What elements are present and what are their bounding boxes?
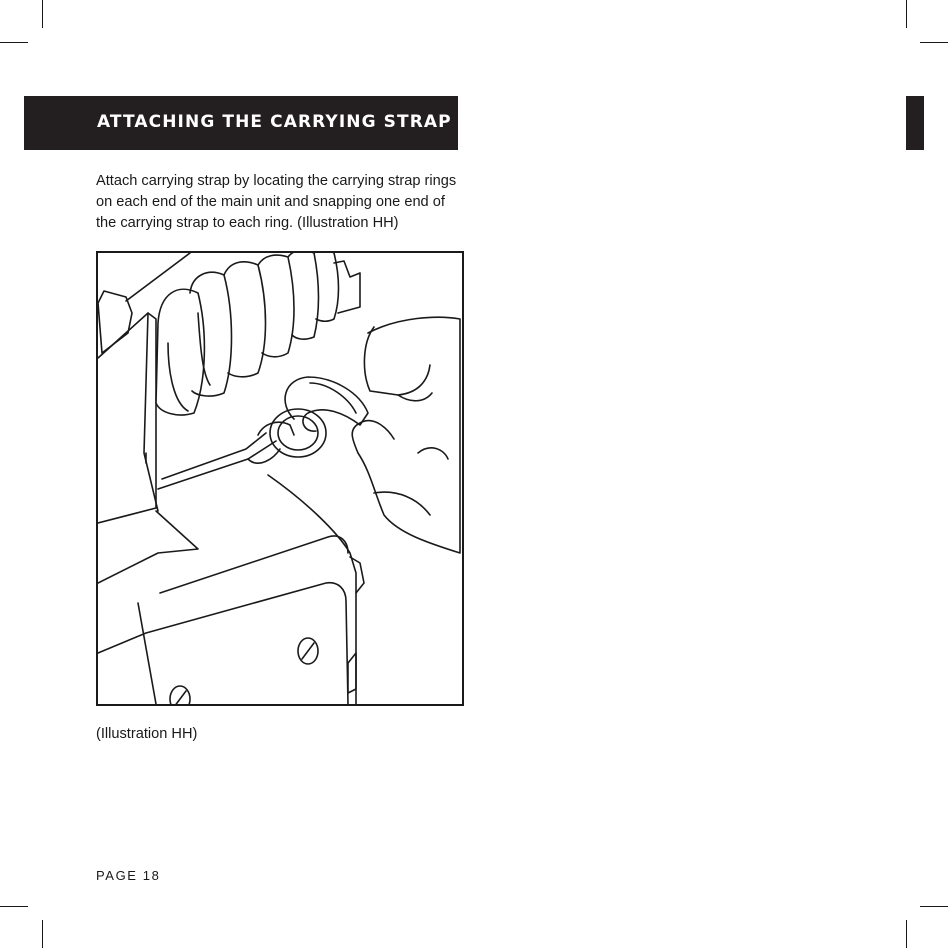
page-number: PAGE 18 — [96, 868, 161, 883]
crop-mark — [906, 0, 907, 28]
illustration-hh — [96, 251, 464, 706]
crop-mark — [42, 0, 43, 28]
crop-mark — [42, 920, 43, 948]
strap-attachment-drawing — [98, 253, 462, 704]
crop-mark — [906, 920, 907, 948]
figure-caption: (Illustration HH) — [96, 726, 198, 742]
crop-mark — [920, 42, 948, 43]
instruction-paragraph: Attach carrying strap by locating the carrying strap rings on each end of the main unit and snapping one end of the carrying strap to each ring. (Illustration HH) — [96, 173, 457, 231]
crop-mark — [0, 42, 28, 43]
section-title: ATTACHING THE CARRYING STRAP — [97, 112, 452, 132]
section-header-band — [24, 96, 458, 150]
edge-index-tab — [906, 96, 924, 150]
crop-mark — [920, 906, 948, 907]
crop-mark — [0, 906, 28, 907]
